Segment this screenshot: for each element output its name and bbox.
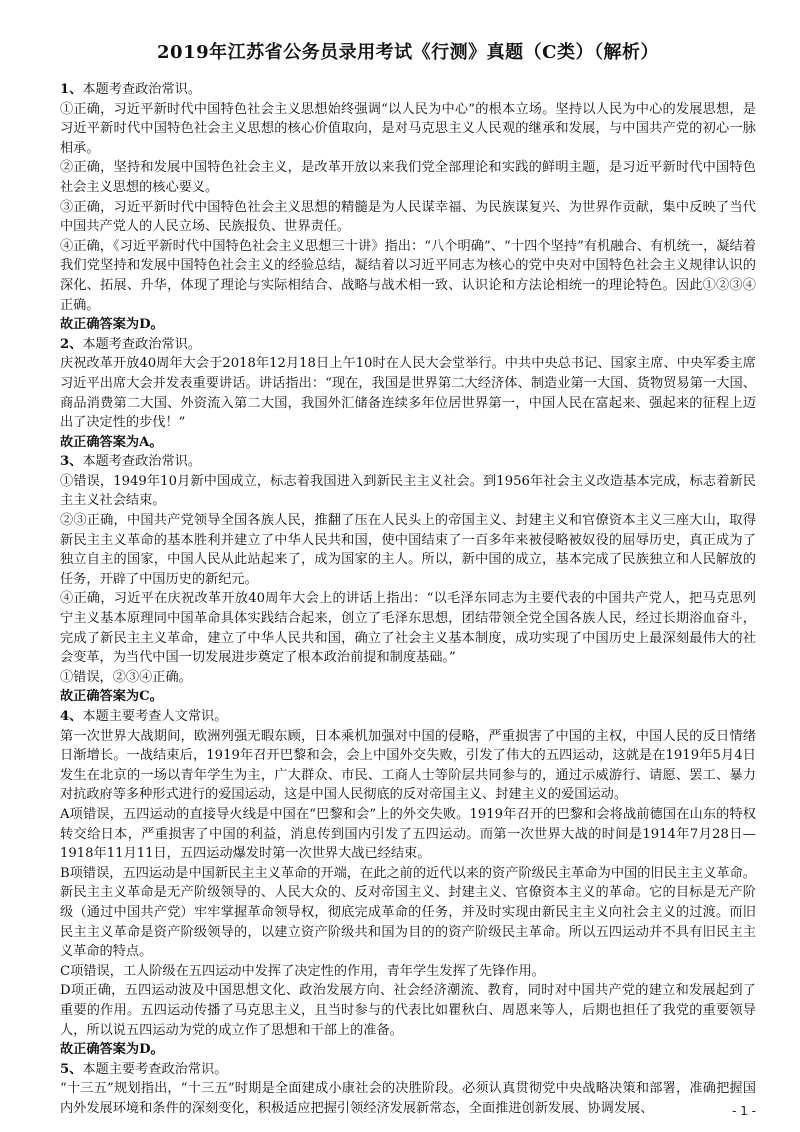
explanation-paragraph: “十三五”规划指出，“十三五”时期是全面建成小康社会的决胜阶段。必须认真贯彻党中央战略决策和部署，准确把握国内外发展环境和条件的深刻变化，积极适应把握引领经济发展新常态，全面推进创新发展、协调发展、 <box>60 1081 756 1116</box>
question-number: 2、 <box>60 336 83 352</box>
page-number: - 1 - <box>732 1104 756 1118</box>
question-number: 4、 <box>60 709 83 724</box>
correct-answer: 故正确答案为D。 <box>60 317 164 333</box>
explanation-paragraph: ③正确，习近平新时代中国特色社会主义思想的精髓是为人民谋幸福、为民族谋复兴、为世界作贡献，集中反映了当代中国共产党人的人民立场、民族报负、世界责任。 <box>60 199 756 235</box>
explanation-paragraph: C项错误，工人阶级在五四运动中发挥了决定性的作用，青年学生发挥了先锋作用。 <box>60 963 545 979</box>
document-title: 2019年江苏省公务员录用考试《行测》真题（C类）（解析） <box>157 42 659 63</box>
explanation-paragraph: 庆祝改革开放40周年大会于2018年12月18日上午10时在人民大会堂举行。中共中央总书记、国家主席、中央军委主席习近平出席大会并发表重要讲话。讲话指出：“现在，我国是世界第二大经济体、制造业第一大国、货物贸易第一大国、商品消费第二大国、外资流入第二大国，我国外汇储备连续多年位居世界第一，中国人民在富起来、强起来的征程上迈出了决定性的步伐！” <box>60 356 756 431</box>
question-topic: 本题主要考查政治常识。 <box>82 1061 228 1077</box>
question-topic: 本题考查政治常识。 <box>82 454 202 470</box>
document-body <box>60 80 756 1118</box>
explanation-paragraph: ①正确，习近平新时代中国特色社会主义思想始终强调“以人民为中心”的根本立场。坚持以人民为中心的发展思想，是习近平新时代中国特色社会主义思想的核心价值取向，是对马克思主义人民观的继承和发展，与中国共产党的初心一脉相承。 <box>60 101 756 156</box>
question-number: 1、 <box>60 82 83 97</box>
question-number: 5、 <box>60 1061 83 1077</box>
explanation-paragraph: A项错误，五四运动的直接导火线是中国在“巴黎和会”上的外交失败。1919年召开的巴黎和会将战前德国在山东的特权转交给日本，严重损害了中国的利益，消息传到国内引发了五四运动。而第一次世界大战的时间是1914年7月28日—1918年11月11日，五四运动爆发时第一次世界大战已经结束。 <box>60 806 756 862</box>
explanation-paragraph: ①错误，1949年10月新中国成立，标志着我国进入到新民主主义社会。到1956年社会主义改造基本完成，标志着新民主主义社会结束。 <box>60 473 756 509</box>
explanation-paragraph: 第一次世界大战期间，欧洲列强无暇东顾，日本乘机加强对中国的侵略，严重损害了中国的主权，中国人民的反日情绪日渐增长。一战结束后，1919年召开巴黎和会，会上中国外交失败，引发了伟大的五四运动，这就是在1919年5月4日发生在北京的一场以青年学生为主，广大群众、市民、工商人士等阶层共同参与的，通过示威游行、请愿、罢工、暴力对抗政府等多种形式进行的爱国运动，这是中国人民彻底的反对帝国主义、封建主义的爱国运动。 <box>60 728 756 803</box>
correct-answer: 故正确答案为C。 <box>60 689 163 705</box>
question-header <box>60 335 756 355</box>
explanation-paragraph: ④正确，《习近平新时代中国特色社会主义思想三十讲》指出：“八个明确”、“十四个坚持”有机融合、有机统一，凝结着我们党坚持和发展中国特色社会主义的经验总结，凝结着以习近平同志为核心的党中央对中国特色社会主义规律认识的深化、拓展、升华，体现了理论与实际相结合、战略与战术相一致、认识论和方法论相统一的理论特色。因此①②③④正确。 <box>60 238 756 313</box>
question-topic: 本题考查政治常识。 <box>82 336 202 352</box>
explanation-paragraph: ④正确，习近平在庆祝改革开放40周年大会上的讲话上指出：“以毛泽东同志为主要代表的中国共产党人，把马克思列宁主义基本原理同中国革命具体实践结合起来，创立了毛泽东思想，团结带领全党全国各族人民，经过长期浴血奋斗，完成了新民主主义革命，建立了中华人民共和国，确立了社会主义基本制度，成功实现了中国历史上最深刻最伟大的社会变革，为当代中国一切发展进步奠定了根本政治前提和制度基础。” <box>60 591 756 666</box>
question-topic: 本题主要考查人文常识。 <box>82 709 228 724</box>
explanation-paragraph: D项正确，五四运动波及中国思想文化、政治发展方向、社会经济潮流、教育，同时对中国共产党的建立和发展起到了重要的作用。五四运动传播了马克思主义，且当时参与的代表比如瞿秋白、周恩来等人，后期也担任了我党的重要领导人，所以说五四运动为党的成立作了思想和干部上的准备。 <box>60 983 756 1038</box>
correct-answer: 故正确答案为D。 <box>60 1042 164 1058</box>
question-header <box>60 1060 756 1080</box>
question-topic: 本题考查政治常识。 <box>82 82 202 97</box>
question-header <box>60 80 756 100</box>
explanation-paragraph: ①错误，②③④正确。 <box>60 669 192 685</box>
question-header <box>60 707 756 727</box>
question-number: 3、 <box>60 454 83 470</box>
explanation-paragraph: ②正确，坚持和发展中国特色社会主义，是改革开放以来我们党全部理论和实践的鲜明主题，是习近平新时代中国特色社会主义思想的核心要义。 <box>60 160 756 195</box>
explanation-paragraph: B项错误，五四运动是中国新民主主义革命的开端，在此之前的近代以来的资产阶级民主革命为中国的旧民主主义革命。新民主主义革命是无产阶级领导的、人民大众的、反对帝国主义、封建主义、官僚资本主义的革命。它的目标是无产阶级（通过中国共产党）牢牢掌握革命领导权，彻底完成革命的任务，并及时实现由新民主主义向社会主义的过渡。而旧民主主义革命是资产阶级领导的，以建立资产阶级共和国为目的的资产阶级民主革命。所以五四运动并不具有旧民主主义革命的特点。 <box>60 865 756 960</box>
question-header <box>60 452 756 472</box>
correct-answer: 故正确答案为A。 <box>60 434 163 450</box>
explanation-paragraph: ②③正确，中国共产党领导全国各族人民，推翻了压在人民头上的帝国主义、封建主义和官僚资本主义三座大山，取得新民主主义革命的基本胜利并建立了中华人民共和国，使中国结束了一百多年来被侵略被奴役的屈辱历史，真正成为了独立自主的国家，中国人民从此站起来了，成为国家的主人。所以，新中国的成立，基本完成了民族独立和人民解放的任务，开辟了中国历史的新纪元。 <box>60 513 756 587</box>
